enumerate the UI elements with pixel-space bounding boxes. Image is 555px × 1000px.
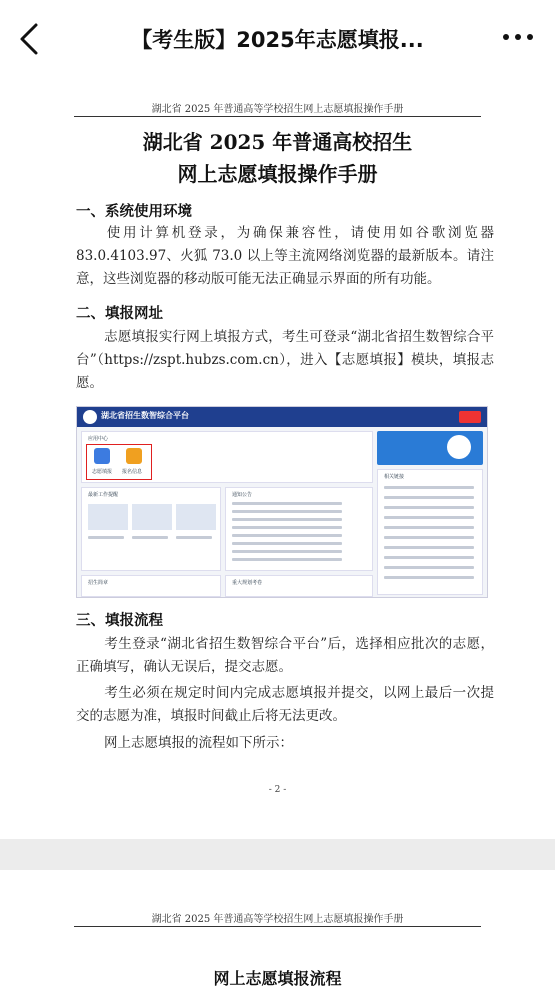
platform-user-button: [459, 411, 481, 423]
link-line: [384, 556, 474, 559]
app-bar: [0, 0, 555, 78]
registration-info-icon: [126, 448, 142, 464]
link-line: [384, 496, 474, 499]
link-line: [384, 536, 474, 539]
work-reminder-card: [81, 487, 221, 571]
header-divider: [74, 116, 481, 117]
notice-line: [232, 542, 342, 545]
running-header: 湖北省 2025 年普通高等学校招生网上志愿填报操作手册: [151, 914, 404, 925]
paragraph-process-3: [76, 732, 494, 755]
link-line: [384, 516, 474, 519]
platform-header-bar: [77, 407, 487, 427]
notice-line: [232, 550, 342, 553]
link-line: [384, 506, 474, 509]
document-title-line-2: 网上志愿填报操作手册: [177, 162, 378, 186]
reminder-thumb-3: [176, 504, 216, 530]
more-horizontal-icon[interactable]: [503, 34, 533, 44]
registration-info-label: 报名信息: [122, 469, 143, 475]
paragraph-process-2: [76, 682, 494, 728]
work-reminder-label: 最新工作提醒: [88, 492, 119, 498]
paragraph-url-text: 志愿填报实行网上填报方式，考生可登录“湖北省招生数智综合平台”（https://zspt.hubzs.com.cn），进入【志愿填报】模块，填报志愿。: [76, 329, 494, 391]
running-header: 湖北省 2025 年普通高等学校招生网上志愿填报操作手册: [151, 104, 404, 115]
link-line: [384, 546, 474, 549]
links-card: [377, 469, 483, 595]
section-heading-url: 二、填报网址: [76, 306, 163, 322]
section-heading-environment: 一、系统使用环境: [76, 204, 192, 220]
volunteer-fill-label: 志愿填报: [92, 469, 113, 475]
document-title-line-1: 湖北省 2025 年普通高校招生: [142, 130, 413, 154]
section-title: 网上志愿填报流程: [213, 969, 342, 988]
platform-logo-icon: [83, 410, 97, 424]
brochure-label: 招生简章: [88, 580, 109, 586]
header-divider: [74, 926, 481, 927]
exam-label: 重大规划考卷: [232, 580, 263, 586]
avatar: [447, 435, 471, 459]
paragraph-process-2-text: 考生必须在规定时间内完成志愿填报并提交，以网上最后一次提交的志愿为准，填报时间截止后将无法更改。: [76, 685, 494, 724]
notice-line: [232, 510, 342, 513]
exam-card: [225, 575, 373, 597]
platform-screenshot: [76, 406, 488, 598]
document-page-2: [0, 870, 555, 1000]
brochure-card: [81, 575, 221, 597]
app-center-card: [81, 431, 373, 483]
document-page-1: [0, 76, 555, 839]
reminder-text-2: [132, 536, 168, 539]
paragraph-environment: [76, 222, 494, 291]
notice-card: [225, 487, 373, 571]
volunteer-fill-icon: [94, 448, 110, 464]
notice-line: [232, 558, 342, 561]
page-title: 【考生版】2025年志愿填报...: [131, 28, 424, 52]
notice-line: [232, 502, 342, 505]
link-line: [384, 486, 474, 489]
reminder-text-3: [176, 536, 212, 539]
notice-line: [232, 526, 342, 529]
paragraph-process-1-text: 考生登录“湖北省招生数智综合平台”后，选择相应批次的志愿，正确填写，确认无误后，提交志愿。: [76, 636, 494, 675]
reminder-text-1: [88, 536, 124, 539]
link-line: [384, 566, 474, 569]
paragraph-process-3-text: 网上志愿填报的流程如下所示：: [104, 735, 293, 751]
chevron-left-icon[interactable]: [16, 22, 46, 56]
reminder-thumb-2: [132, 504, 172, 530]
paragraph-url: [76, 326, 494, 395]
link-line: [384, 576, 474, 579]
paragraph-environment-text: 使用计算机登录，为确保兼容性，请使用如谷歌浏览器 83.0.4103.97、火狐 73.0 以上等主流网络浏览器的最新版本。请注意，这些浏览器的移动版可能无法正确显示界面的所有功能。: [76, 225, 494, 287]
platform-brand: 湖北省招生数智综合平台: [101, 411, 189, 420]
notice-line: [232, 534, 342, 537]
paragraph-process-1: [76, 633, 494, 679]
section-heading-process: 三、填报流程: [76, 613, 163, 629]
notice-line: [232, 518, 342, 521]
notice-label: 通知公告: [232, 492, 253, 498]
app-center-label: 应用中心: [88, 436, 109, 442]
link-line: [384, 526, 474, 529]
reminder-thumb-1: [88, 504, 128, 530]
page-number: - 2 -: [268, 785, 287, 795]
links-label: 相关链接: [384, 474, 405, 480]
